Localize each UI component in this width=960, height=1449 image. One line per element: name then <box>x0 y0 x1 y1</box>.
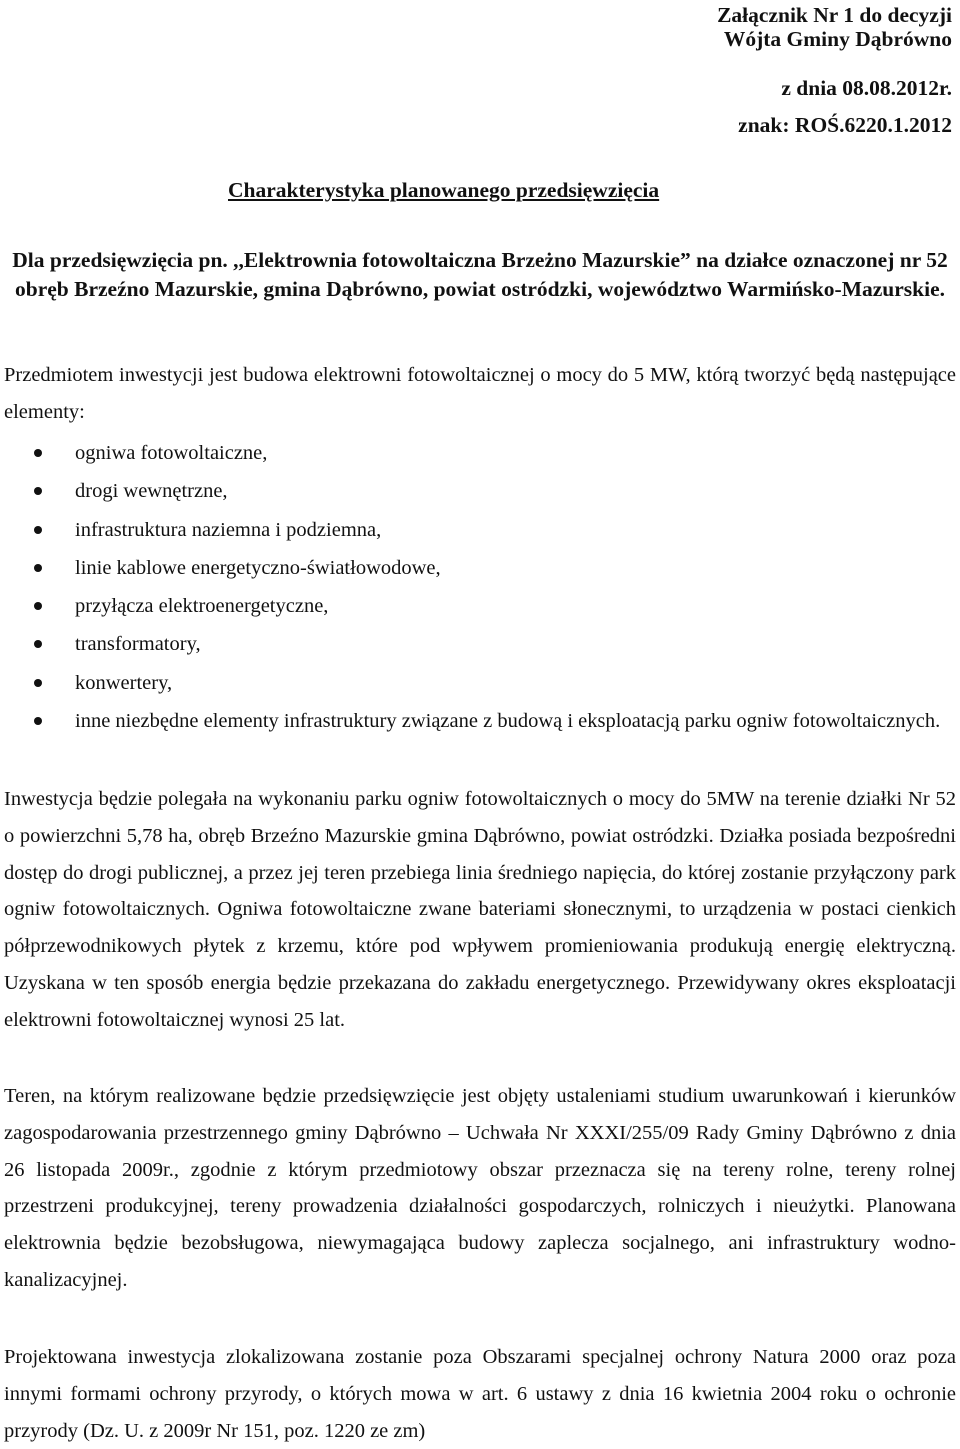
list-item <box>0 702 960 740</box>
bullet-icon <box>34 564 42 572</box>
list-item-text: infrastruktura naziemna i podziemna, <box>75 518 382 541</box>
investment-description-paragraph: Inwestycja będzie polegała na wykonaniu parku ogniw fotowoltaicznych o mocy do 5MW na terenie działki Nr 52 o powierzchni 5,78 ha, obręb Brzeźno Mazurskie gmina Dąbrówno, powiat ostródzki. Działka posiada bezpośredni dostęp do drogi publicznej, a przez jej teren przebiega linia średniego napięcia, do której zostanie przyłączony park ogniw fotowoltaicznych. Ogniwa fotowoltaiczne zwane bateriami słonecznymi, to urządzenia w postaci cienkich półprzewodnikowych płytek z krzemu, które pod wpływem promieniowania produkują energię elektryczną. Uzyskana w ten sposób energia będzie przekazana do zakładu energetycznego. Przewidywany okres eksploatacji elektrowni fotowoltaicznej wynosi 25 lat. <box>4 788 956 1031</box>
document-title: Charakterystyka planowanego przedsięwzięcia <box>228 178 660 202</box>
bullet-icon <box>34 487 42 495</box>
list-item <box>0 625 960 663</box>
list-item-text: transformatory, <box>75 633 201 656</box>
list-item <box>0 511 960 549</box>
bullet-icon <box>34 640 42 648</box>
bullet-icon <box>34 526 42 534</box>
attachment-header-line2: Wójta Gminy Dąbrówno <box>723 27 952 51</box>
list-item-text: inne niezbędne elementy infrastruktury związane z budową i eksploatacją parku ogniw fotowoltaicznych. <box>75 710 941 733</box>
intro-paragraph: Przedmiotem inwestycji jest budowa elektrowni fotowoltaicznej o mocy do 5 MW, którą tworzyć będą następujące elementy: <box>4 364 956 423</box>
project-subject: Dla przedsięwzięcia pn. ,,Elektrownia fotowoltaiczna Brzeżno Mazurskie” na działce oznaczonej nr 52 obręb Brzeźno Mazurskie, gmina Dąbrówno, powiat ostródzki, województwo Warmińsko-Mazurskie. <box>12 248 948 301</box>
attachment-header-line1: Załącznik Nr 1 do decyzji <box>717 3 952 27</box>
planning-status-paragraph: Teren, na którym realizowane będzie przedsięwzięcie jest objęty ustaleniami studium uwarunkowań i kierunków zagospodarowania przestrzennego gminy Dąbrówno – Uchwała Nr XXXI/255/09 Rady Gminy Dąbrówno z dnia 26 listopada 2009r., zgodnie z którym przedmiotowy obszar przeznacza się na tereny rolne, tereny rolnej przestrzeni produkcyjnej, tereny prowadzenia działalności gospodarczych, rolniczych i nieużytki. Planowana elektrownia będzie bezobsługowa, niewymagająca budowy zaplecza socjalnego, ani infrastruktury wodno-kanalizacyjnej. <box>4 1085 956 1291</box>
list-item <box>0 434 960 472</box>
bullet-icon <box>34 679 42 687</box>
list-item-text: drogi wewnętrzne, <box>75 480 228 503</box>
list-item <box>0 549 960 587</box>
elements-list <box>0 434 960 740</box>
bullet-icon <box>34 717 42 725</box>
list-item-text: ogniwa fotowoltaiczne, <box>75 442 268 464</box>
bullet-icon <box>34 449 42 457</box>
list-item-text: przyłącza elektroenergetyczne, <box>75 595 329 618</box>
bullet-icon <box>34 602 42 610</box>
list-item <box>0 472 960 510</box>
list-item-text: konwertery, <box>75 671 173 694</box>
attachment-header-reference: znak: ROŚ.6220.1.2012 <box>738 113 952 137</box>
list-item <box>0 664 960 702</box>
list-item-text: linie kablowe energetyczno-światłowodowe, <box>75 556 441 579</box>
nature-protection-paragraph: Projektowana inwestycja zlokalizowana zostanie poza Obszarami specjalnej ochrony Natura 2000 oraz poza innymi formami ochrony przyrody, o których mowa w art. 6 ustawy z dnia 16 kwietnia 2004 roku o ochronie przyrody (Dz. U. z 2009r Nr 151, poz. 1220 ze zm) <box>4 1346 956 1442</box>
attachment-header-date: z dnia 08.08.2012r. <box>781 76 952 100</box>
list-item <box>0 587 960 625</box>
